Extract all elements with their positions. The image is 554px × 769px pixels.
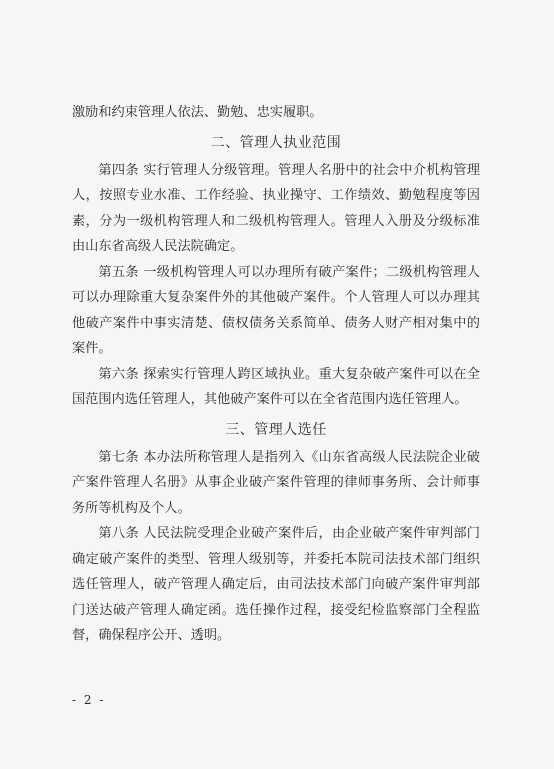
document-body (72, 100, 480, 649)
section-heading-scope: 二、管理人执业范围 (210, 134, 342, 151)
intro-line: 激励和约束管理人依法、勤勉、忠实履职。 (72, 105, 323, 120)
article-6: 第六条 探索实行管理人跨区域执业。重大复杂破产案件可以在全国范围内选任管理人，其他破产案件可以在全省范围内选任管理人。 (72, 366, 480, 407)
article-7: 第七条 本办法所称管理人是指列入《山东省高级人民法院企业破产案件管理人名册》从事企业破产案件管理的律师事务所、会计师事务所等机构及个人。 (72, 449, 480, 516)
section-heading-selection: 三、管理人选任 (225, 421, 327, 438)
article-5: 第五条 一级机构管理人可以办理所有破产案件；二级机构管理人可以办理除重大复杂案件外的其他破产案件。个人管理人可以办理其他破产案件中事实清楚、债权债务关系简单、债务人财产相对集中的案件。 (72, 264, 480, 356)
article-8: 第八条 人民法院受理企业破产案件后，由企业破产案件审判部门确定破产案件的类型、管理人级别等，并委托本院司法技术部门组织选任管理人，破产管理人确定后，由司法技术部门向破产案件审判部门送达破产管理人确定函。选任操作过程，接受纪检监察部门全程监督，确保程序公开、透明。 (72, 526, 480, 643)
article-4: 第四条 实行管理人分级管理。管理人名册中的社会中介机构管理人，按照专业水准、工作经验、执业操守、工作绩效、勤勉程度等因素，分为一级机构管理人和二级机构管理人。管理人入册及分级标准由山东省高级人民法院确定。 (72, 162, 480, 254)
page-number: - 2 - (72, 693, 106, 707)
